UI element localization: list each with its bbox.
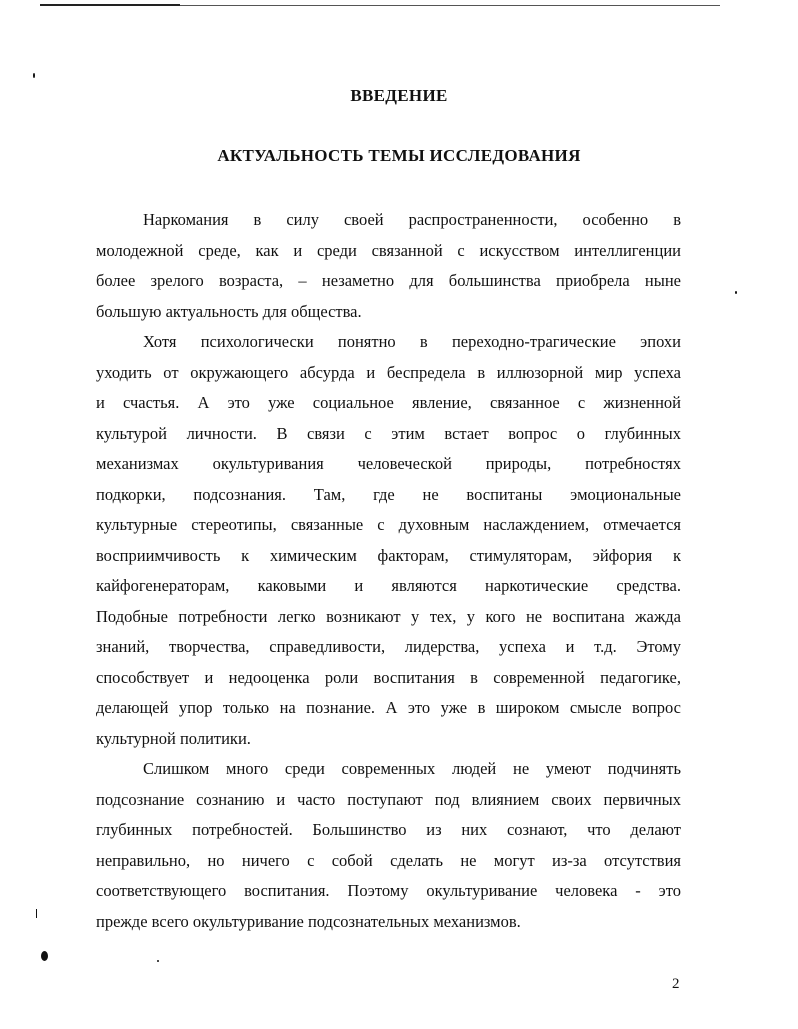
text-line: большую актуальность для общества.	[96, 301, 362, 321]
text-line: подсознание сознанию и часто поступают под влиянием своих первичных	[96, 789, 681, 809]
text-line: культурной политики.	[96, 728, 251, 748]
text-line: неправильно, но ничего с собой сделать не могут из-за отсутствия	[96, 850, 681, 870]
text-line: прежде всего окультуривание подсознательных механизмов.	[96, 911, 521, 931]
text-line: молодежной среде, как и среди связанной с искусством интеллигенции	[96, 240, 681, 260]
text-line: Подобные потребности легко возникают у тех, у кого не воспитана жажда	[96, 606, 681, 626]
text-line: Наркомания в силу своей распространенности, особенно в	[143, 210, 681, 229]
text-line: культурные стереотипы, связанные с духовным наслаждением, отмечается	[96, 515, 681, 534]
scan-speck	[33, 73, 35, 78]
text-line: глубинных потребностей. Большинство из них сознают, что делают	[96, 820, 681, 839]
paragraph	[96, 205, 681, 327]
paragraph	[96, 327, 681, 754]
text-line: механизмах окультуривания человеческой природы, потребностях	[96, 454, 681, 473]
scan-speck	[157, 960, 159, 962]
text-line: кайфогенераторам, каковыми и являются наркотические средства.	[96, 576, 681, 595]
text-line: Хотя психологически понятно в переходно-трагические эпохи	[143, 332, 681, 351]
text-line: делающей упор только на познание. А это уже в широком смысле вопрос	[96, 698, 681, 717]
text-line: культурой личности. В связи с этим встает вопрос о глубинных	[96, 423, 681, 443]
paragraph	[96, 754, 681, 937]
text-line: способствует и недооценка роли воспитания в современной педагогике,	[96, 667, 681, 687]
page-number: 2	[672, 976, 680, 992]
text-line: Слишком много среди современных людей не умеют подчинять	[143, 759, 681, 778]
scan-blot	[41, 951, 48, 961]
text-line: соответствующего воспитания. Поэтому окультуривание человека - это	[96, 881, 681, 900]
text-line: уходить от окружающего абсурда и беспредела в иллюзорной мир успеха	[96, 362, 681, 382]
text-line: знаний, творчества, справедливости, лидерства, успеха и т.д. Этому	[96, 637, 681, 656]
top-scan-border-dark	[40, 4, 180, 6]
text-line: восприимчивость к химическим факторам, стимуляторам, эйфория к	[96, 545, 681, 565]
scan-speck	[36, 909, 37, 918]
text-line: более зрелого возраста, – незаметно для большинства приобрела ныне	[96, 271, 681, 290]
text-line: подкорки, подсознания. Там, где не воспитаны эмоциональные	[96, 484, 681, 504]
body-text	[96, 205, 681, 937]
chapter-title: ВВЕДЕНИЕ	[350, 86, 448, 105]
section-title: АКТУАЛЬНОСТЬ ТЕМЫ ИССЛЕДОВАНИЯ	[217, 146, 581, 165]
text-line: и счастья. А это уже социальное явление, связанное с жизненной	[96, 393, 681, 412]
scan-speck	[735, 291, 737, 294]
